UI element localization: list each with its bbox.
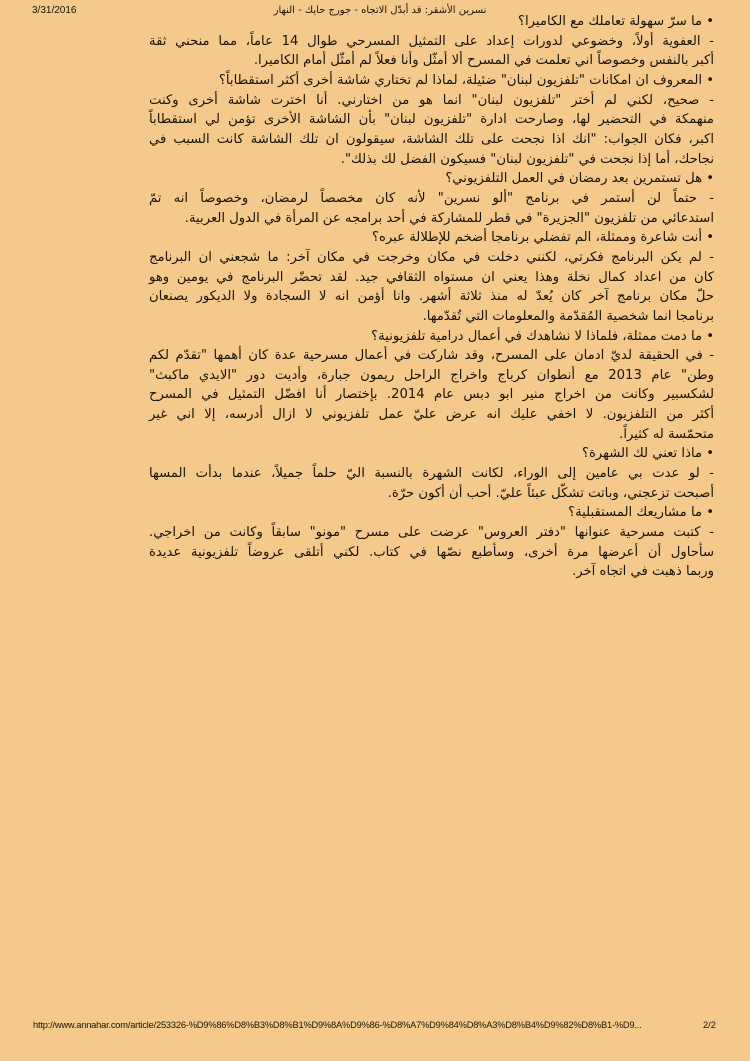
answer-line: - كتبت مسرحية عنوانها "دفتر العروس" عرضت على مسرح "مونو" سابقاً وكانت من اخراجي. — [149, 525, 714, 541]
question-line: • ماذا تعني لك الشهرة؟ — [581, 446, 714, 462]
answer-line: استدعائي من تلفزيون "الجزيرة" في قطر للمشاركة في أحد برامجه عن المرأة في الدول العربية. — [184, 210, 714, 226]
answer-line: - العفوية أولاً، وخضوعي لدورات إعداد على التمثيل المسرحي طوال 14 عاماً، مما منحني ثقة — [149, 33, 714, 49]
answer-line: برنامجا انما شخصية المُقدّمة والمعلومات التي تُقدّمها. — [422, 308, 714, 324]
answer-line: أكثر من التلفزيون. لا اخفي عليك انه عرض عليّ عمل تلفزيوني لا ازال أدرسه، إلا اني غير — [149, 407, 714, 423]
question-line: • ما مشاريعك المستقبلية؟ — [568, 505, 714, 521]
answer-line: كان من اعداد كمال نخلة وهذا يعني ان مستواه الثقافي جيد. لقد تحضّر البرنامج في يومين وهو — [149, 269, 714, 285]
source-url: http://www.annahar.com/article/253326-%D9%86%D8%B3%D8%B1%D9%8A%D9%86-%D8%A7%D9%84%D8%A3%D8%B4%D9%82%D8%B1-%D9... — [33, 1020, 642, 1030]
question-line: • هل تستمرين بعد رمضان في العمل التلفزيوني؟ — [445, 171, 714, 187]
answer-line: - حتماً لن أستمر في برنامج "ألو نسرين" لأنه كان مخصصاً لرمضان، وخصوصاً انه تمّ — [149, 190, 714, 206]
answer-line: منهمكة في التحضير لها، وصارحت ادارة "تلفزيون لبنان" بأن الشاشة الأخرى تؤمن لي استقطاباً — [149, 112, 714, 128]
answer-line: - لو عدت بي عامين إلى الوراء، لكانت الشهرة بالنسبة اليّ حلماً جميلاً، عندما بدأت المسها — [149, 466, 714, 482]
question-line: • ما دمت ممثلة، فلماذا لا نشاهدك في أعمال درامية تلفزيونية؟ — [371, 328, 714, 344]
answer-line: وربما ذهبت في اتجاه آخر. — [572, 564, 714, 580]
answer-line: متحمّسة له كثيراً. — [619, 426, 714, 442]
answer-line: لشكسبير وكانت من اخراج منير ابو دبس عام 2014. بإختصار أنا افضّل التمثيل في المسرح — [149, 387, 714, 403]
print-date: 3/31/2016 — [32, 5, 77, 16]
answer-line: اكبر، فكان الجواب: "انك اذا نجحت على تلك الشاشة، سيقولون ان تلك الشاشة كانت السبب في — [149, 131, 714, 147]
article-body — [149, 12, 714, 582]
question-line: • ما سرّ سهولة تعاملك مع الكاميرا؟ — [517, 14, 714, 29]
answer-line: أصبحت تزعجني، وباتت تشكّل عبئاً عليّ. أحب أن أكون حرّة. — [387, 485, 714, 501]
answer-line: حلّ مكان برنامج آخر كان يُعدّ له منذ ثلاثة أشهر. وانا أؤمن انه لا السجادة ولا الديكور يصنعان — [149, 289, 714, 305]
answer-line: وطن" عام 2013 مع أنطوان كرباج واخراج الراحل ريمون جبارة، وأديت دور "الايدي ماكبث" — [149, 367, 714, 383]
page-number: 2/2 — [703, 1020, 716, 1030]
answer-line: - في الحقيقة لديّ ادمان على المسرح، وقد شاركت في أعمال مسرحية عدة كان أهمها "تقدّم لكم — [149, 348, 714, 364]
question-line: • المعروف ان امكانات "تلفزيون لبنان" ضئيلة، لماذا لم تختاري شاشة أخرى أكثر استقطاباً؟ — [218, 72, 714, 88]
answer-line: نجاحك، أما إذا نجحت في "تلفزيون لبنان" فسيكون الفضل لك بذلك". — [340, 151, 714, 167]
answer-line: أكبر بالنفس وخصوصاً اني تعلمت في المسرح ألا أمثّل وأنا فعلاً لم أمثّل أمام الكاميرا. — [253, 53, 714, 69]
page-title: نسرين الأشقر: قد أبدّل الاتجاه - جورج حايك - النهار — [273, 5, 487, 16]
answer-line: سأحاول أن أعرضها مرة أخرى، وسأطبع نصّها في كتاب. لكني أتلقى عروضاً تلفزيونية عديدة — [149, 544, 714, 560]
answer-line: - لم يكن البرنامج فكرتي، لكنني دخلت في مكان وخرجت في مكان آخر: ما شجعني ان البرنامج — [149, 249, 714, 265]
answer-line: - صحيح، لكني لم أختر "تلفزيون لبنان" انما هو من اختارني. أنا اخترت شاشة أخرى وكنت — [149, 92, 714, 108]
question-line: • أنت شاعرة وممثلة، الم تفضلي برنامجا أضخم للإطلالة عبره؟ — [372, 230, 714, 246]
